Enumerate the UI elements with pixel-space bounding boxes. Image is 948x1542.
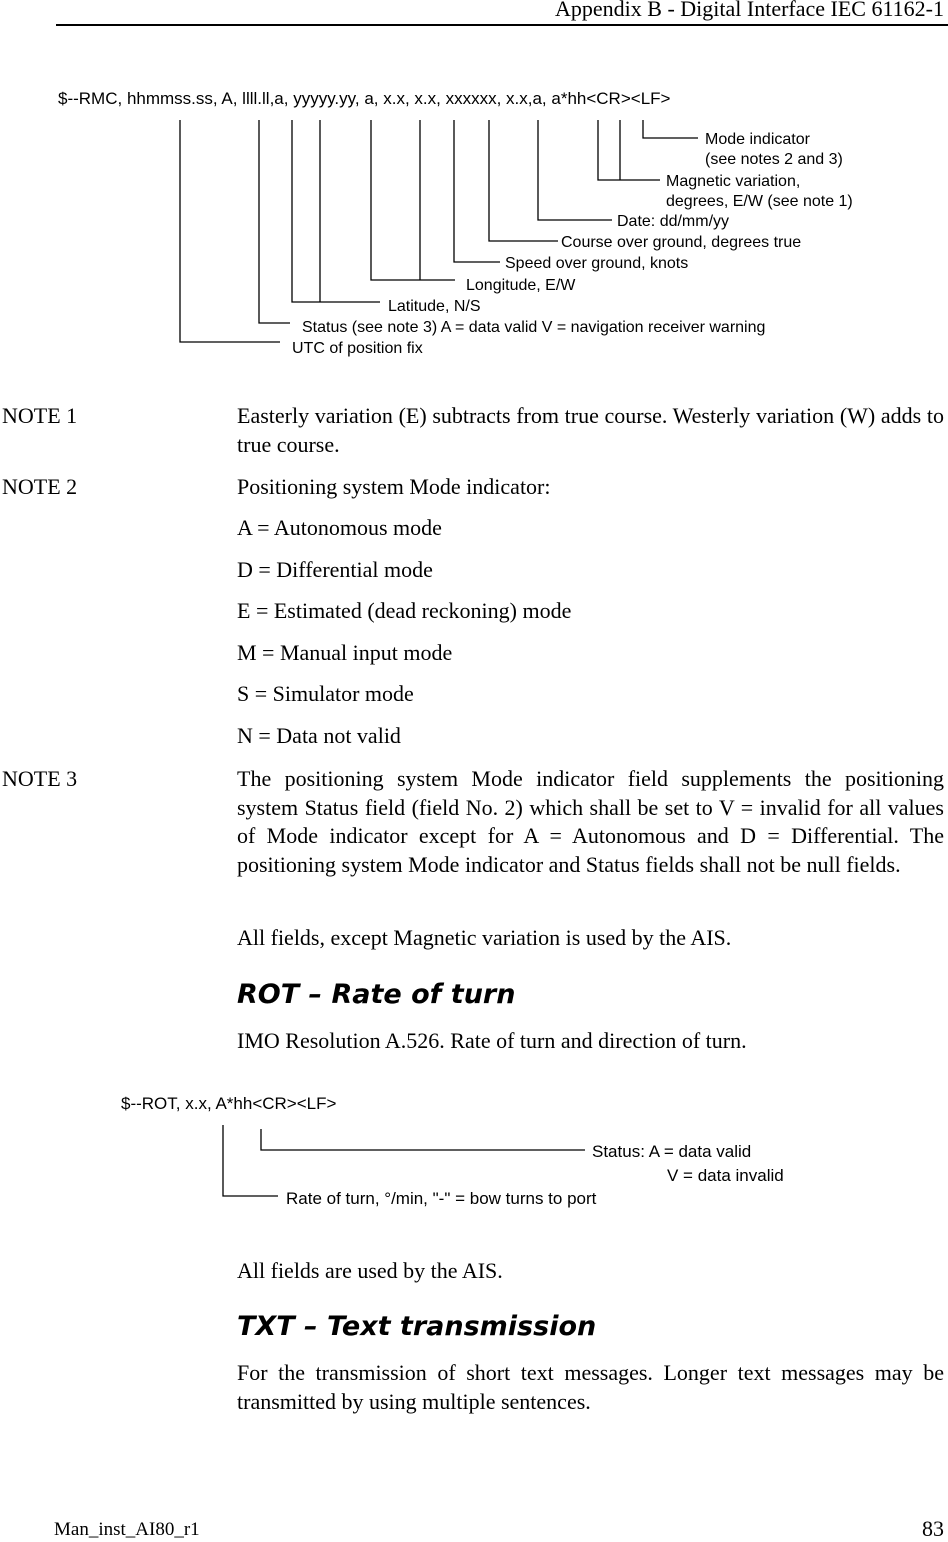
rot-diagram [0, 1085, 948, 1225]
mode-item-not-valid: N = Data not valid [237, 723, 401, 748]
leader-date [538, 120, 612, 220]
label-status: Status (see note 3) A = data valid V = navigation receiver warning [302, 319, 766, 336]
rot-section-title: ROT – Rate of turn [237, 979, 516, 1010]
leader-status [259, 120, 290, 323]
label-course: Course over ground, degrees true [561, 234, 802, 251]
rmc-diagram [0, 0, 948, 370]
leader-utc [180, 120, 280, 342]
header-title: Appendix B - Digital Interface IEC 61162-1 [555, 0, 944, 21]
mode-item-simulator: S = Simulator mode [237, 681, 414, 706]
label-speed: Speed over ground, knots [505, 255, 689, 272]
rmc-sentence: $--RMC, hhmmss.ss, A, llll.ll,a, yyyyy.yy, a, x.x, x.x, xxxxxx, x.x,a, a*hh<CR><LF> [58, 89, 671, 108]
leader-lat-a [292, 120, 380, 302]
footer-page-number: 83 [922, 1516, 944, 1541]
note-2-text: Positioning system Mode indicator: [237, 474, 551, 499]
mode-item-manual: M = Manual input mode [237, 640, 453, 665]
label-mode-indicator: Mode indicator [705, 131, 810, 148]
rot-sentence: $--ROT, x.x, A*hh<CR><LF> [121, 1094, 337, 1113]
mode-item-differential: D = Differential mode [237, 557, 433, 582]
label-magnetic-variation-2: degrees, E/W (see note 1) [666, 193, 853, 210]
note-1-label: NOTE 1 [2, 403, 78, 428]
label-mode-indicator-note: (see notes 2 and 3) [705, 151, 843, 168]
note-1-text: Easterly variation (E) subtracts from true course. Westerly variation (W) adds to true course. [237, 403, 944, 457]
label-longitude: Longitude, E/W [466, 277, 576, 294]
leader-rot-status [261, 1129, 585, 1150]
txt-section-title: TXT – Text transmission [237, 1311, 597, 1342]
rot-leader-lines [223, 1125, 585, 1196]
label-utc: UTC of position fix [292, 340, 423, 357]
txt-description: For the transmission of short text messages. Longer text messages may be transmitted by using multiple sentences. [237, 1360, 944, 1414]
leader-magvar-a [598, 120, 660, 180]
label-rot-rate: Rate of turn, °/min, "-" = bow turns to port [286, 1189, 597, 1208]
label-date: Date: dd/mm/yy [617, 213, 730, 230]
rmc-usage: All fields, except Magnetic variation is used by the AIS. [237, 925, 732, 950]
label-rot-status: Status: A = data valid [592, 1142, 752, 1161]
note-3-text: The positioning system Mode indicator field supplements the positioning system Status field (field No. 2) which shall be set to V = invalid for all values of Mode indicator except for A = Autonomous and D = Differential. The positioning system Mode indicator and Status fields shall not be null fields. [237, 766, 944, 877]
rot-usage: All fields are used by the AIS. [237, 1258, 503, 1283]
leader-lon-a [371, 120, 455, 280]
label-magnetic-variation: Magnetic variation, [666, 173, 801, 190]
leader-rot-rate [223, 1125, 278, 1196]
mode-item-estimated: E = Estimated (dead reckoning) mode [237, 598, 572, 623]
leader-course [489, 120, 558, 241]
footer-doc-id: Man_inst_AI80_r1 [54, 1519, 200, 1540]
note-3-label: NOTE 3 [2, 766, 78, 791]
leader-mode [643, 120, 698, 138]
mode-item-autonomous: A = Autonomous mode [237, 515, 442, 540]
label-rot-status-2: V = data invalid [667, 1166, 784, 1185]
note-2-label: NOTE 2 [2, 474, 78, 499]
label-latitude: Latitude, N/S [388, 298, 481, 315]
rot-description: IMO Resolution A.526. Rate of turn and direction of turn. [237, 1028, 747, 1053]
